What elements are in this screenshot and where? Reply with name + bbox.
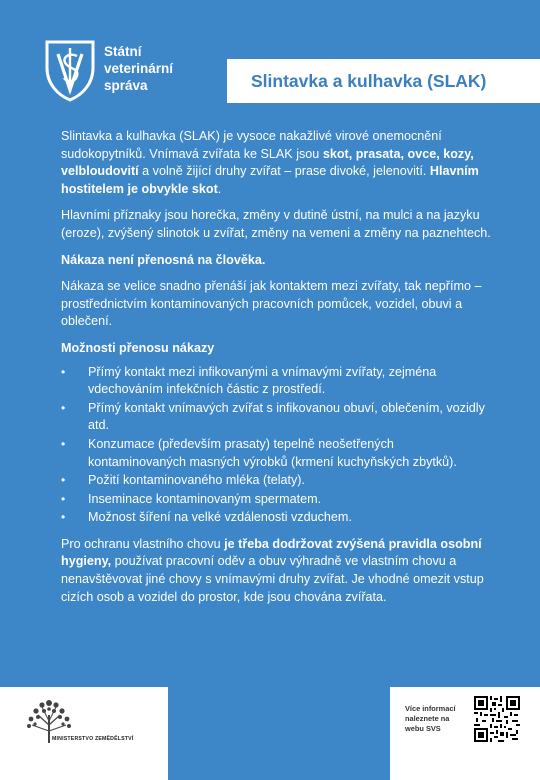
- ministry-name: MINISTERSTVO ZEMĚDĚLSTVÍ: [52, 736, 134, 742]
- list-item: • Konzumace (především prasaty) tepelně neošetřených kontaminovaných masných výrobků (krmení kuchyňských zbytků).: [61, 436, 493, 471]
- intro-text-2: a volně žijící druhy zvířat – prase divoké, jelenovití.: [138, 164, 430, 179]
- transfer-heading: Možnosti přenosu nákazy: [61, 340, 215, 355]
- list-item: • Možnost šíření na velké vzdálenosti vzduchem.: [61, 509, 493, 527]
- info-panel: [390, 687, 540, 780]
- not-transmissible-note: [61, 252, 493, 270]
- list-item: • Požití kontaminovaného mléka (telaty).: [61, 472, 493, 490]
- protection-text-2: používat pracovní oděv a obuv výhradně ve vlastním chovu a nenavštěvovat jiné chovy s vnímavými druhy zvířat. Je vhodné omezit vstup cizích osob a vozidel do prostor, kde jsou chována zvířata.: [61, 554, 484, 604]
- protection-hygiene: je třeba dodržovat zvýšená pravidla osobní hygieny,: [61, 536, 482, 569]
- svs-logo: [44, 40, 214, 102]
- ministry-panel: [0, 687, 168, 780]
- more-info-text: Více informací naleznete na webu SVS: [405, 704, 456, 733]
- transfer-list: [61, 364, 493, 527]
- protection-text-1: Pro ochranu vlastního chovu: [61, 536, 225, 551]
- main-content: [61, 128, 493, 615]
- page-title: Slintavka a kulhavka (SLAK): [227, 59, 540, 103]
- brand-line-1: Státní: [104, 44, 142, 59]
- intro-animals: skot, prasata, ovce, kozy, velbloudovití: [61, 146, 474, 179]
- intro-text-3: .: [217, 181, 222, 196]
- qr-code-icon[interactable]: [474, 696, 520, 742]
- intro-text-1: Slintavka a kulhavka (SLAK) je vysoce nakažlivé virové onemocnění sudokopytníků. Vnímavá zvířata ke SLAK jsou: [61, 129, 442, 161]
- intro-paragraph: [61, 128, 493, 198]
- brand-line-2: veterinární: [104, 61, 174, 76]
- protection-paragraph: [61, 536, 493, 606]
- list-item: • Přímý kontakt mezi infikovanými a vnímavými zvířaty, zejména vdechováním infekčních částic z prostředí.: [61, 364, 493, 399]
- intro-main-host: Hlavním hostitelem je obvykle skot: [61, 164, 479, 196]
- list-item: • Přímý kontakt vnímavých zvířat s infikovanou obuví, oblečením, vozidly atd.: [61, 400, 493, 435]
- svs-shield-icon: [44, 40, 96, 102]
- svs-logo-text: [104, 43, 173, 94]
- spread-paragraph: Nákaza se velice snadno přenáší jak kontaktem mezi zvířaty, tak nepřímo – prostřednictvím kontaminovaných pracovních pomůcek, vozidel, obuvi a oblečení.: [61, 279, 482, 329]
- list-item: • Inseminace kontaminovaným spermatem.: [61, 491, 493, 509]
- symptoms-paragraph: Hlavními příznaky jsou horečka, změny v dutině ústní, na mulci a na jazyku (eroze), zvýšený slinotok u zvířat, změny na vemeni a změny na paznehtech.: [61, 208, 491, 240]
- not-transmissible-text: Nákaza není přenosná na člověka.: [61, 252, 266, 267]
- brand-line-3: správa: [104, 78, 148, 93]
